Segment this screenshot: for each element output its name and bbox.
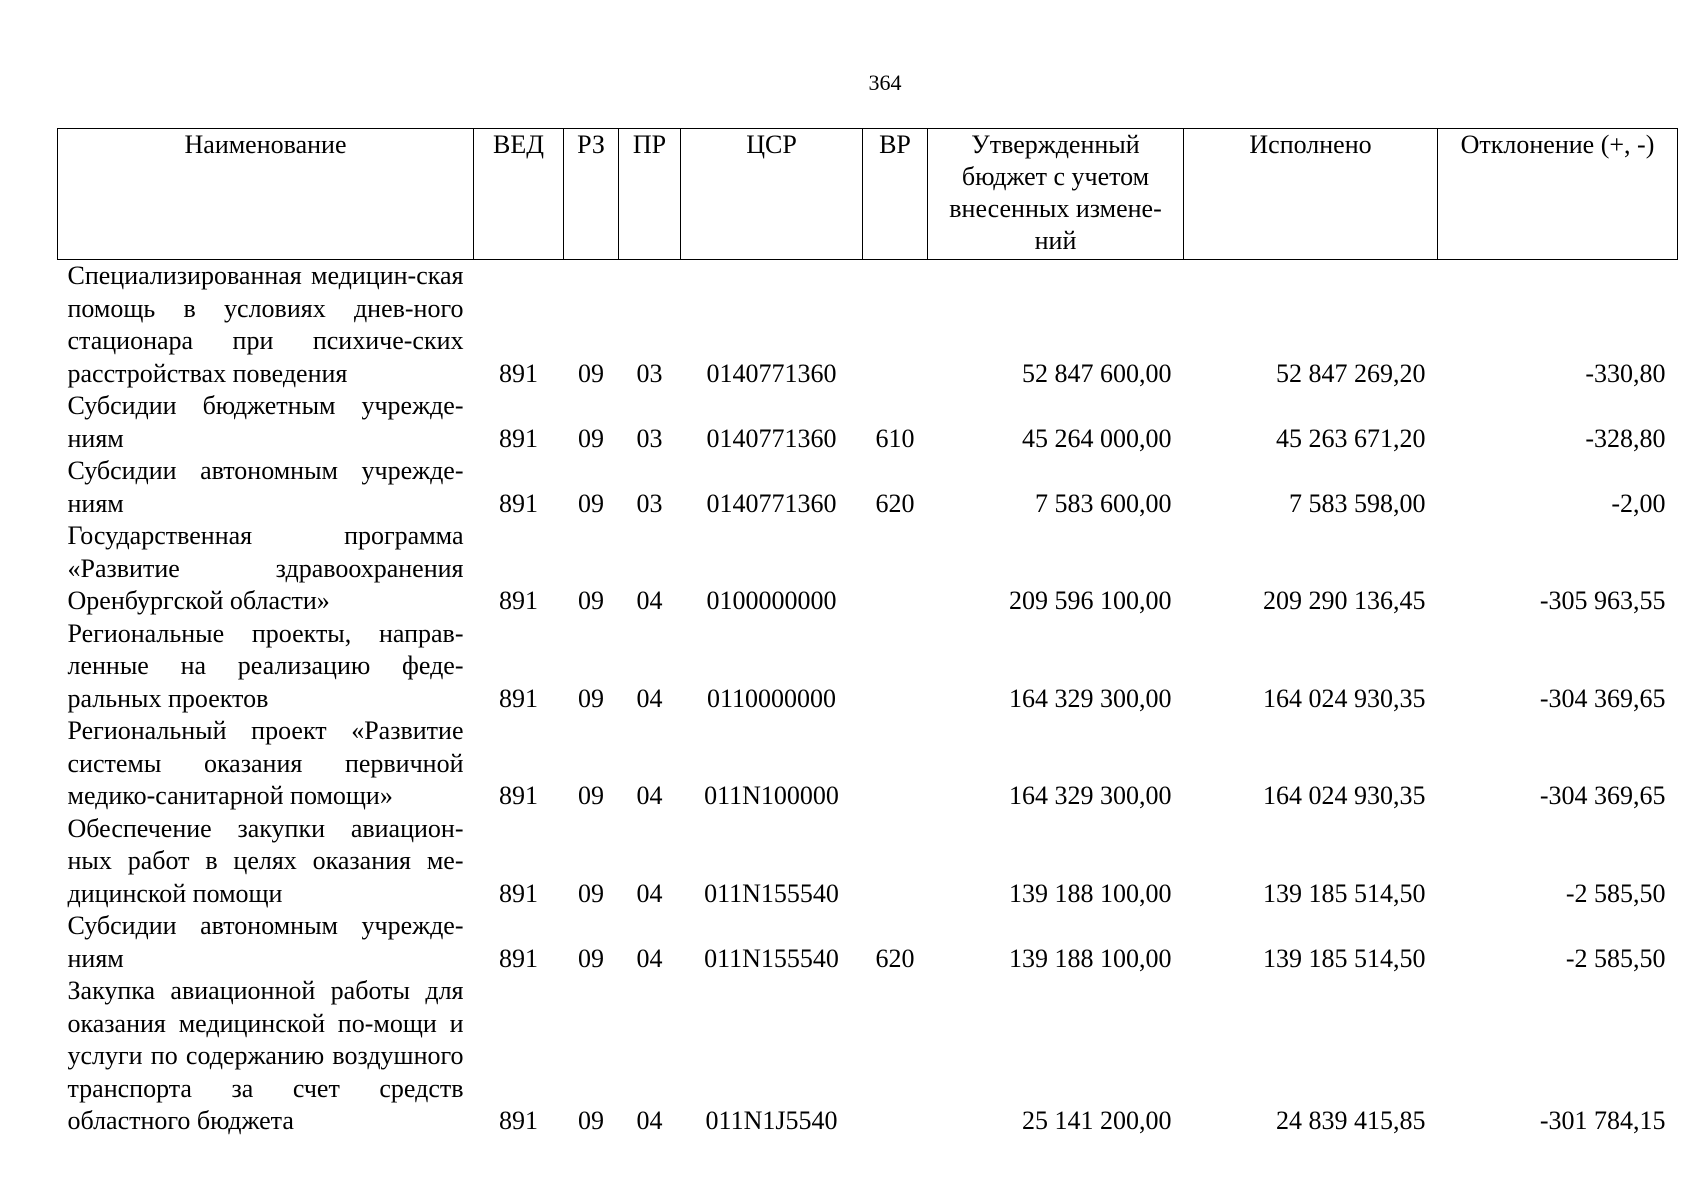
header-csr: ЦСР (681, 129, 863, 260)
row-rz: 09 (578, 358, 604, 388)
table-row (58, 910, 1678, 975)
row-csr: 0140771360 (706, 358, 837, 388)
row-deviation: -330,80 (1585, 358, 1666, 388)
row-ved: 891 (499, 586, 538, 615)
table-header-row (58, 129, 1678, 260)
row-vr: 610 (875, 423, 915, 453)
row-approved: 52 847 600,00 (1022, 358, 1172, 388)
row-csr: 0140771360 (706, 488, 837, 518)
row-deviation: -328,80 (1585, 423, 1666, 453)
row-executed: 209 290 136,45 (1263, 586, 1426, 615)
row-approved: 139 188 100,00 (1009, 943, 1172, 973)
row-name: Государственная программа «Развитие здравоохранения Оренбургской области» (67, 521, 464, 615)
row-csr: 011N100000 (704, 781, 839, 810)
row-pr: 04 (636, 943, 663, 973)
row-csr: 011N155540 (704, 943, 839, 973)
row-approved: 25 141 200,00 (1022, 1106, 1172, 1135)
row-rz: 09 (578, 683, 604, 713)
row-rz: 09 (578, 943, 604, 973)
header-rz: РЗ (564, 129, 619, 260)
row-name: Обеспечение закупки авиацион-ных работ в целях оказания ме-дицинской помощи (67, 813, 464, 908)
header-name: Наименование (58, 129, 474, 260)
row-executed: 7 583 598,00 (1289, 488, 1426, 518)
table-row (58, 520, 1678, 618)
row-rz: 09 (578, 781, 604, 810)
row-name: Региональный проект «Развитие системы оказания первичной медико-санитарной помощи» (67, 716, 464, 810)
row-name: Специализированная медицин-ская помощь в условиях днев-ного стационара при психиче-ских расстройствах поведения (67, 261, 464, 388)
row-name: Региональные проекты, направ-ленные на реализацию феде-ральных проектов (67, 618, 464, 713)
row-deviation: -2,00 (1611, 488, 1666, 518)
row-executed: 164 024 930,35 (1263, 781, 1426, 810)
page-number: 364 (868, 70, 902, 95)
header-executed: Исполнено (1184, 129, 1438, 260)
row-ved: 891 (499, 423, 538, 453)
table-row (58, 455, 1678, 520)
row-deviation: -301 784,15 (1539, 1106, 1666, 1135)
row-pr: 04 (636, 683, 663, 713)
row-deviation: -2 585,50 (1565, 943, 1666, 973)
row-deviation: -304 369,65 (1539, 683, 1666, 713)
row-csr: 0140771360 (706, 423, 837, 453)
row-pr: 04 (636, 781, 663, 810)
row-name: Субсидии автономным учрежде-ниям (67, 456, 464, 518)
header-pr: ПР (619, 129, 681, 260)
row-ved: 891 (499, 488, 538, 518)
header-approved: Утвержденный бюджет с учетом внесенных измене-ний (928, 129, 1184, 260)
row-executed: 139 185 514,50 (1263, 878, 1426, 908)
row-rz: 09 (578, 1106, 604, 1135)
row-pr: 03 (636, 358, 663, 388)
row-ved: 891 (499, 683, 538, 713)
row-vr (863, 813, 928, 911)
row-executed: 139 185 514,50 (1263, 943, 1426, 973)
row-executed: 164 024 930,35 (1263, 683, 1426, 713)
row-approved: 45 264 000,00 (1022, 423, 1172, 453)
row-deviation: -305 963,55 (1539, 586, 1666, 615)
row-executed: 52 847 269,20 (1276, 358, 1426, 388)
row-approved: 164 329 300,00 (1009, 683, 1172, 713)
row-csr: 0100000000 (706, 586, 837, 615)
row-rz: 09 (578, 488, 604, 518)
row-csr: 011N1J5540 (705, 1106, 838, 1135)
header-vr: ВР (863, 129, 928, 260)
row-approved: 209 596 100,00 (1009, 586, 1172, 615)
row-name: Субсидии автономным учрежде-ниям (67, 911, 464, 973)
table-row (58, 975, 1678, 1138)
row-pr: 03 (636, 488, 663, 518)
row-name: Закупка авиационной работы для оказания медицинской по-мощи и услуги по содержанию воздушного транспорта за счет средств областного бюджета (67, 976, 464, 1135)
row-pr: 03 (636, 423, 663, 453)
row-vr (863, 260, 928, 391)
row-executed: 24 839 415,85 (1276, 1106, 1426, 1135)
row-ved: 891 (499, 781, 538, 810)
row-ved: 891 (499, 943, 538, 973)
row-csr: 011N155540 (704, 878, 839, 908)
row-pr: 04 (636, 878, 663, 908)
row-vr: 620 (875, 943, 915, 973)
budget-table (57, 128, 1678, 1138)
row-approved: 139 188 100,00 (1009, 878, 1172, 908)
row-vr: 620 (875, 488, 915, 518)
row-name: Субсидии бюджетным учрежде-ниям (67, 391, 464, 453)
row-vr (863, 715, 928, 813)
row-pr: 04 (636, 1106, 663, 1135)
table-row (58, 618, 1678, 716)
row-csr: 0110000000 (706, 683, 837, 713)
row-approved: 164 329 300,00 (1009, 781, 1172, 810)
row-pr: 04 (636, 586, 663, 615)
table-row (58, 390, 1678, 455)
header-deviation: Отклонение (+, -) (1438, 129, 1678, 260)
table-row (58, 260, 1678, 391)
row-rz: 09 (578, 878, 604, 908)
row-deviation: -2 585,50 (1565, 878, 1666, 908)
row-rz: 09 (578, 423, 604, 453)
row-vr (863, 975, 928, 1138)
table-row (58, 715, 1678, 813)
row-rz: 09 (578, 586, 604, 615)
row-ved: 891 (499, 358, 538, 388)
table-row (58, 813, 1678, 911)
row-ved: 891 (499, 1106, 538, 1135)
row-executed: 45 263 671,20 (1276, 423, 1426, 453)
header-ved: ВЕД (474, 129, 564, 260)
row-vr (863, 618, 928, 716)
row-ved: 891 (499, 878, 538, 908)
row-deviation: -304 369,65 (1539, 781, 1666, 810)
row-approved: 7 583 600,00 (1035, 488, 1172, 518)
row-vr (863, 520, 928, 618)
